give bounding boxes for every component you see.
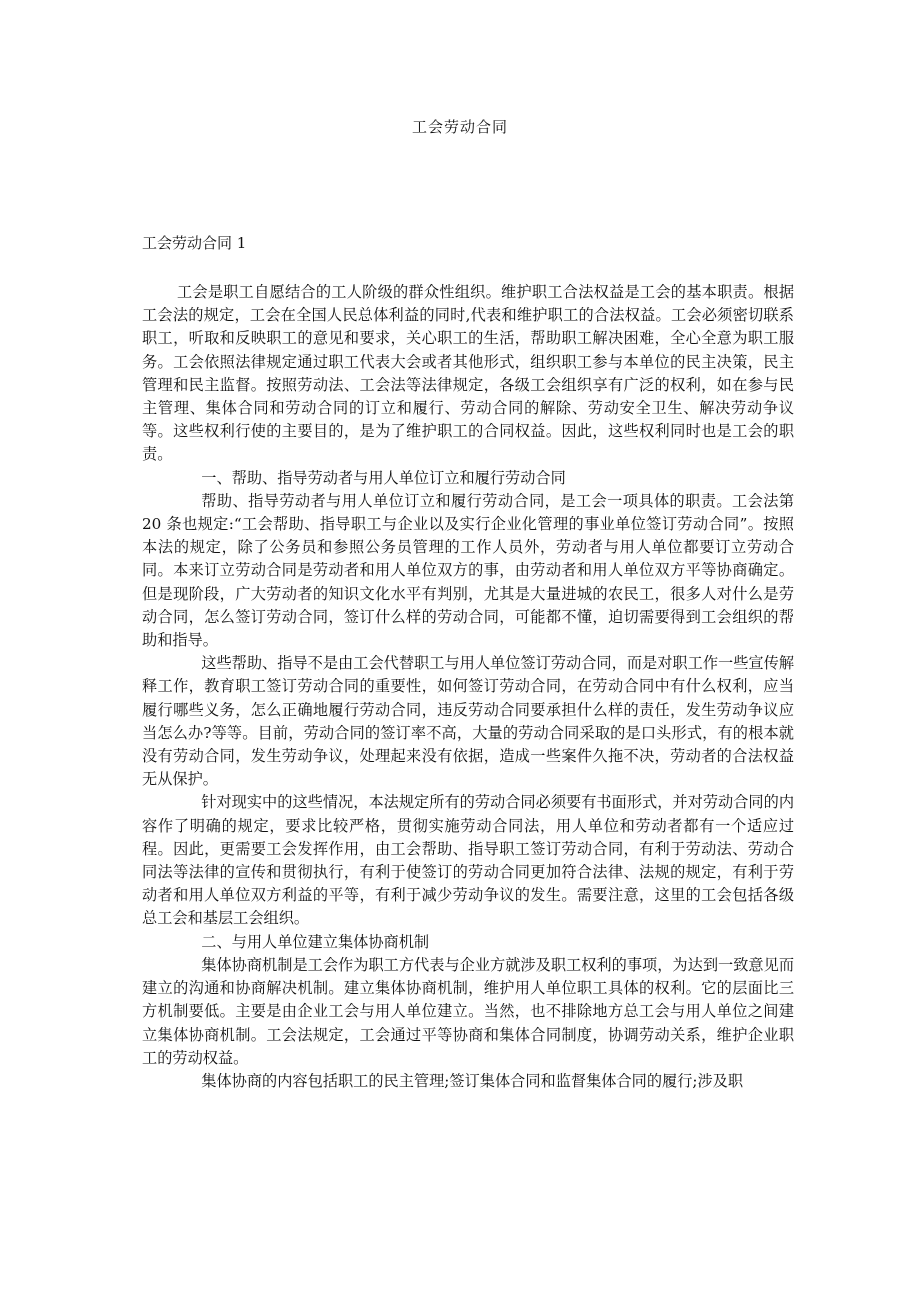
- paragraph-section-1-b: 这些帮助、指导不是由工会代替职工与用人单位签订劳动合同，而是对职工作一些宣传解释工作，教育职工签订劳动合同的重要性，如何签订劳动合同，在劳动合同中有什么权利，应当履行哪些义务，怎么正确地履行劳动合同，违反劳动合同要承担什么样的责任，发生劳动争议应当怎么办?等等。目前，劳动合同的签订率不高，大量的劳动合同采取的是口头形式，有的根本就没有劳动合同，发生劳动争议，处理起来没有依据，造成一些案件久拖不决，劳动者的合法权益无从保护。: [142, 654, 794, 789]
- document-body: [142, 281, 794, 1093]
- document-subtitle: 工会劳动合同 1: [142, 234, 247, 252]
- paragraph-section-1-c: 针对现实中的这些情况，本法规定所有的劳动合同必须要有书面形式，并对劳动合同的内容作了明确的规定，要求比较严格，贯彻实施劳动合同法，用人单位和劳动者都有一个适应过程。因此，更需要工会发挥作用，由工会帮助、指导职工签订劳动合同，有利于劳动法、劳动合同法等法律的宣传和贯彻执行，有利于使签订的劳动合同更加符合法律、法规的规定，有利于劳动者和用人单位双方利益的平等，有利于减少劳动争议的发生。需要注意，这里的工会包括各级总工会和基层工会组织。: [142, 793, 794, 928]
- paragraph-section-1-a: 帮助、指导劳动者与用人单位订立和履行劳动合同，是工会一项具体的职责。工会法第 20 条也规定:“工会帮助、指导职工与企业以及实行企业化管理的事业单位签订劳动合同”。按照本法的规定，除了公务员和参照公务员管理的工作人员外，劳动者与用人单位都要订立劳动合同。本来订立劳动合同是劳动者和用人单位双方的事，由劳动者和用人单位双方平等协商确定。但是现阶段，广大劳动者的知识文化水平有判别，尤其是大量进城的农民工，很多人对什么是劳动合同，怎么签订劳动合同，签订什么样的劳动合同，可能都不懂，迫切需要得到工会组织的帮助和指导。: [142, 491, 794, 650]
- paragraph-section-2-a: 集体协商机制是工会作为职工方代表与企业方就涉及职工权利的事项，为达到一致意见而建立的沟通和协商解决机制。建立集体协商机制，维护用人单位职工具体的权利。它的层面比三方机制要低。主要是由企业工会与用人单位建立。当然，也不排除地方总工会与用人单位之间建立集体协商机制。工会法规定，工会通过平等协商和集体合同制度，协调劳动关系，维护企业职工的劳动权益。: [142, 955, 794, 1067]
- section-heading-1: 一、帮助、指导劳动者与用人单位订立和履行劳动合同: [201, 468, 566, 487]
- document-title: 工会劳动合同: [411, 118, 508, 136]
- section-heading-2: 二、与用人单位建立集体协商机制: [201, 932, 430, 951]
- paragraph-intro: 工会是职工自愿结合的工人阶级的群众性组织。维护职工合法权益是工会的基本职责。根据工会法的规定，工会在全国人民总体利益的同时,代表和维护职工的合法权益。工会必须密切联系职工，听取和反映职工的意见和要求，关心职工的生活，帮助职工解决困难，全心全意为职工服务。工会依照法律规定通过职工代表大会或者其他形式，组织职工参与本单位的民主决策，民主管理和民主监督。按照劳动法、工会法等法律规定，各级工会组织享有广泛的权利，如在参与民主管理、集体合同和劳动合同的订立和履行、劳动合同的解除、劳动安全卫生、解决劳动争议等。这些权利行使的主要目的，是为了维护职工的合同权益。因此，这些权利同时也是工会的职责。: [142, 283, 794, 464]
- paragraph-section-2-b: 集体协商的内容包括职工的民主管理;签订集体合同和监督集体合同的履行;涉及职: [201, 1071, 744, 1090]
